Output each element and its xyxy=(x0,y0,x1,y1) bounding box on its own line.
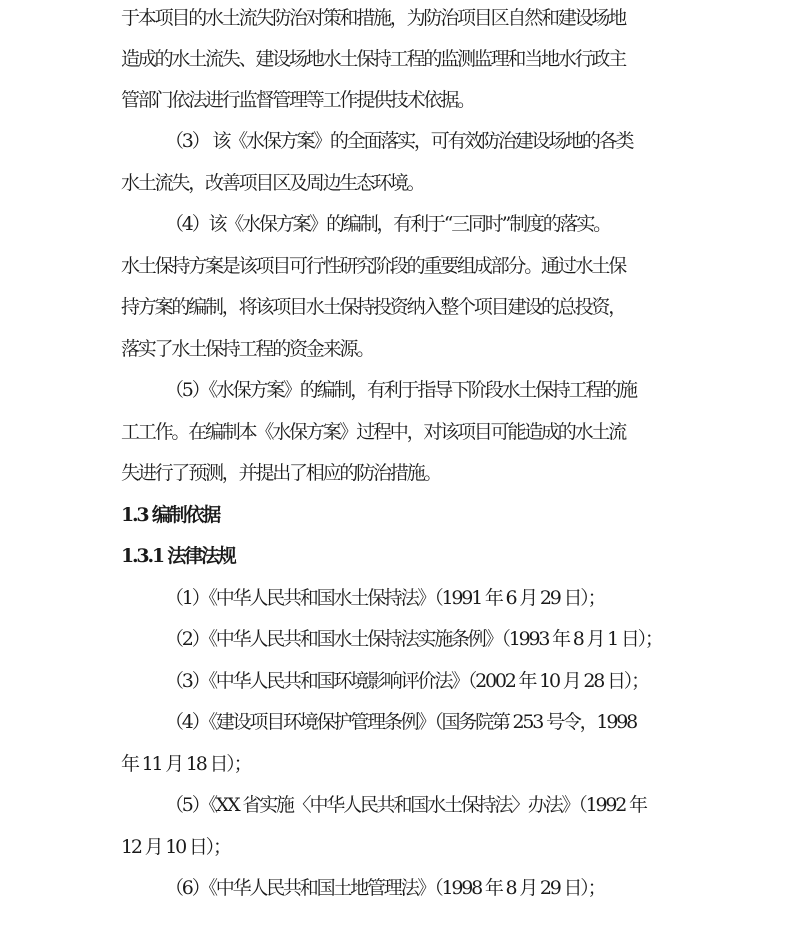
law-list-item: （1）《中华人民共和国水土保持法》（1991 年 6 月 29 日）； xyxy=(165,587,605,609)
section-heading-1-3: 1.3 编制依据 xyxy=(121,504,220,526)
body-text-line: 落实了水土保持工程的资金来源。 xyxy=(121,338,374,360)
law-list-item-continuation: 12 月 10 日）； xyxy=(121,836,230,858)
body-text-line: 水土保持方案是该项目可行性研究阶段的重要组成部分。通过水土保 xyxy=(121,255,626,277)
body-text-line: 水土流失，改善项目区及周边生态环境。 xyxy=(121,172,424,194)
law-list-item-continuation: 年 11 月 18 日）； xyxy=(121,753,251,775)
paragraph-4-start: （4）该《水保方案》的编制，有利于“三同时”制度的落实。 xyxy=(165,213,610,235)
law-list-item: （2）《中华人民共和国水土保持法实施条例》（1993 年 8 月 1 日）； xyxy=(165,628,662,650)
body-text-line: 管部门依法进行监督管理等工作提供技术依据。 xyxy=(121,89,474,111)
section-heading-1-3-1: 1.3.1 法律法规 xyxy=(121,545,235,567)
body-text-line: 于本项目的水土流失防治对策和措施，为防治项目区自然和建设场地 xyxy=(121,7,626,29)
law-list-item: （3）《中华人民共和国环境影响评价法》（2002 年 10 月 28 日）； xyxy=(165,670,648,692)
body-text-line: 造成的水土流失、建设场地水土保持工程的监测监理和当地水行政主 xyxy=(121,48,626,70)
body-text-line: 持方案的编制，将该项目水土保持投资纳入整个项目建设的总投资， xyxy=(121,296,626,318)
law-list-item: （5）《XX 省实施〈中华人民共和国水土保持法〉办法》（1992 年 xyxy=(165,794,646,816)
body-text-line: 工工作。在编制本《水保方案》过程中，对该项目可能造成的水土流 xyxy=(121,421,626,443)
paragraph-3-start: （3） 该《水保方案》的全面落实，可有效防治建设场地的各类 xyxy=(165,130,633,152)
law-list-item: （6）《中华人民共和国土地管理法》（1998 年 8 月 29 日）； xyxy=(165,877,605,899)
body-text-line: 失进行了预测，并提出了相应的防治措施。 xyxy=(121,462,441,484)
law-list-item: （4）《建设项目环境保护管理条例》（国务院第 253 号令，1998 xyxy=(165,711,636,733)
paragraph-5-start: （5）《水保方案》的编制，有利于指导下阶段水土保持工程的施 xyxy=(165,379,636,401)
